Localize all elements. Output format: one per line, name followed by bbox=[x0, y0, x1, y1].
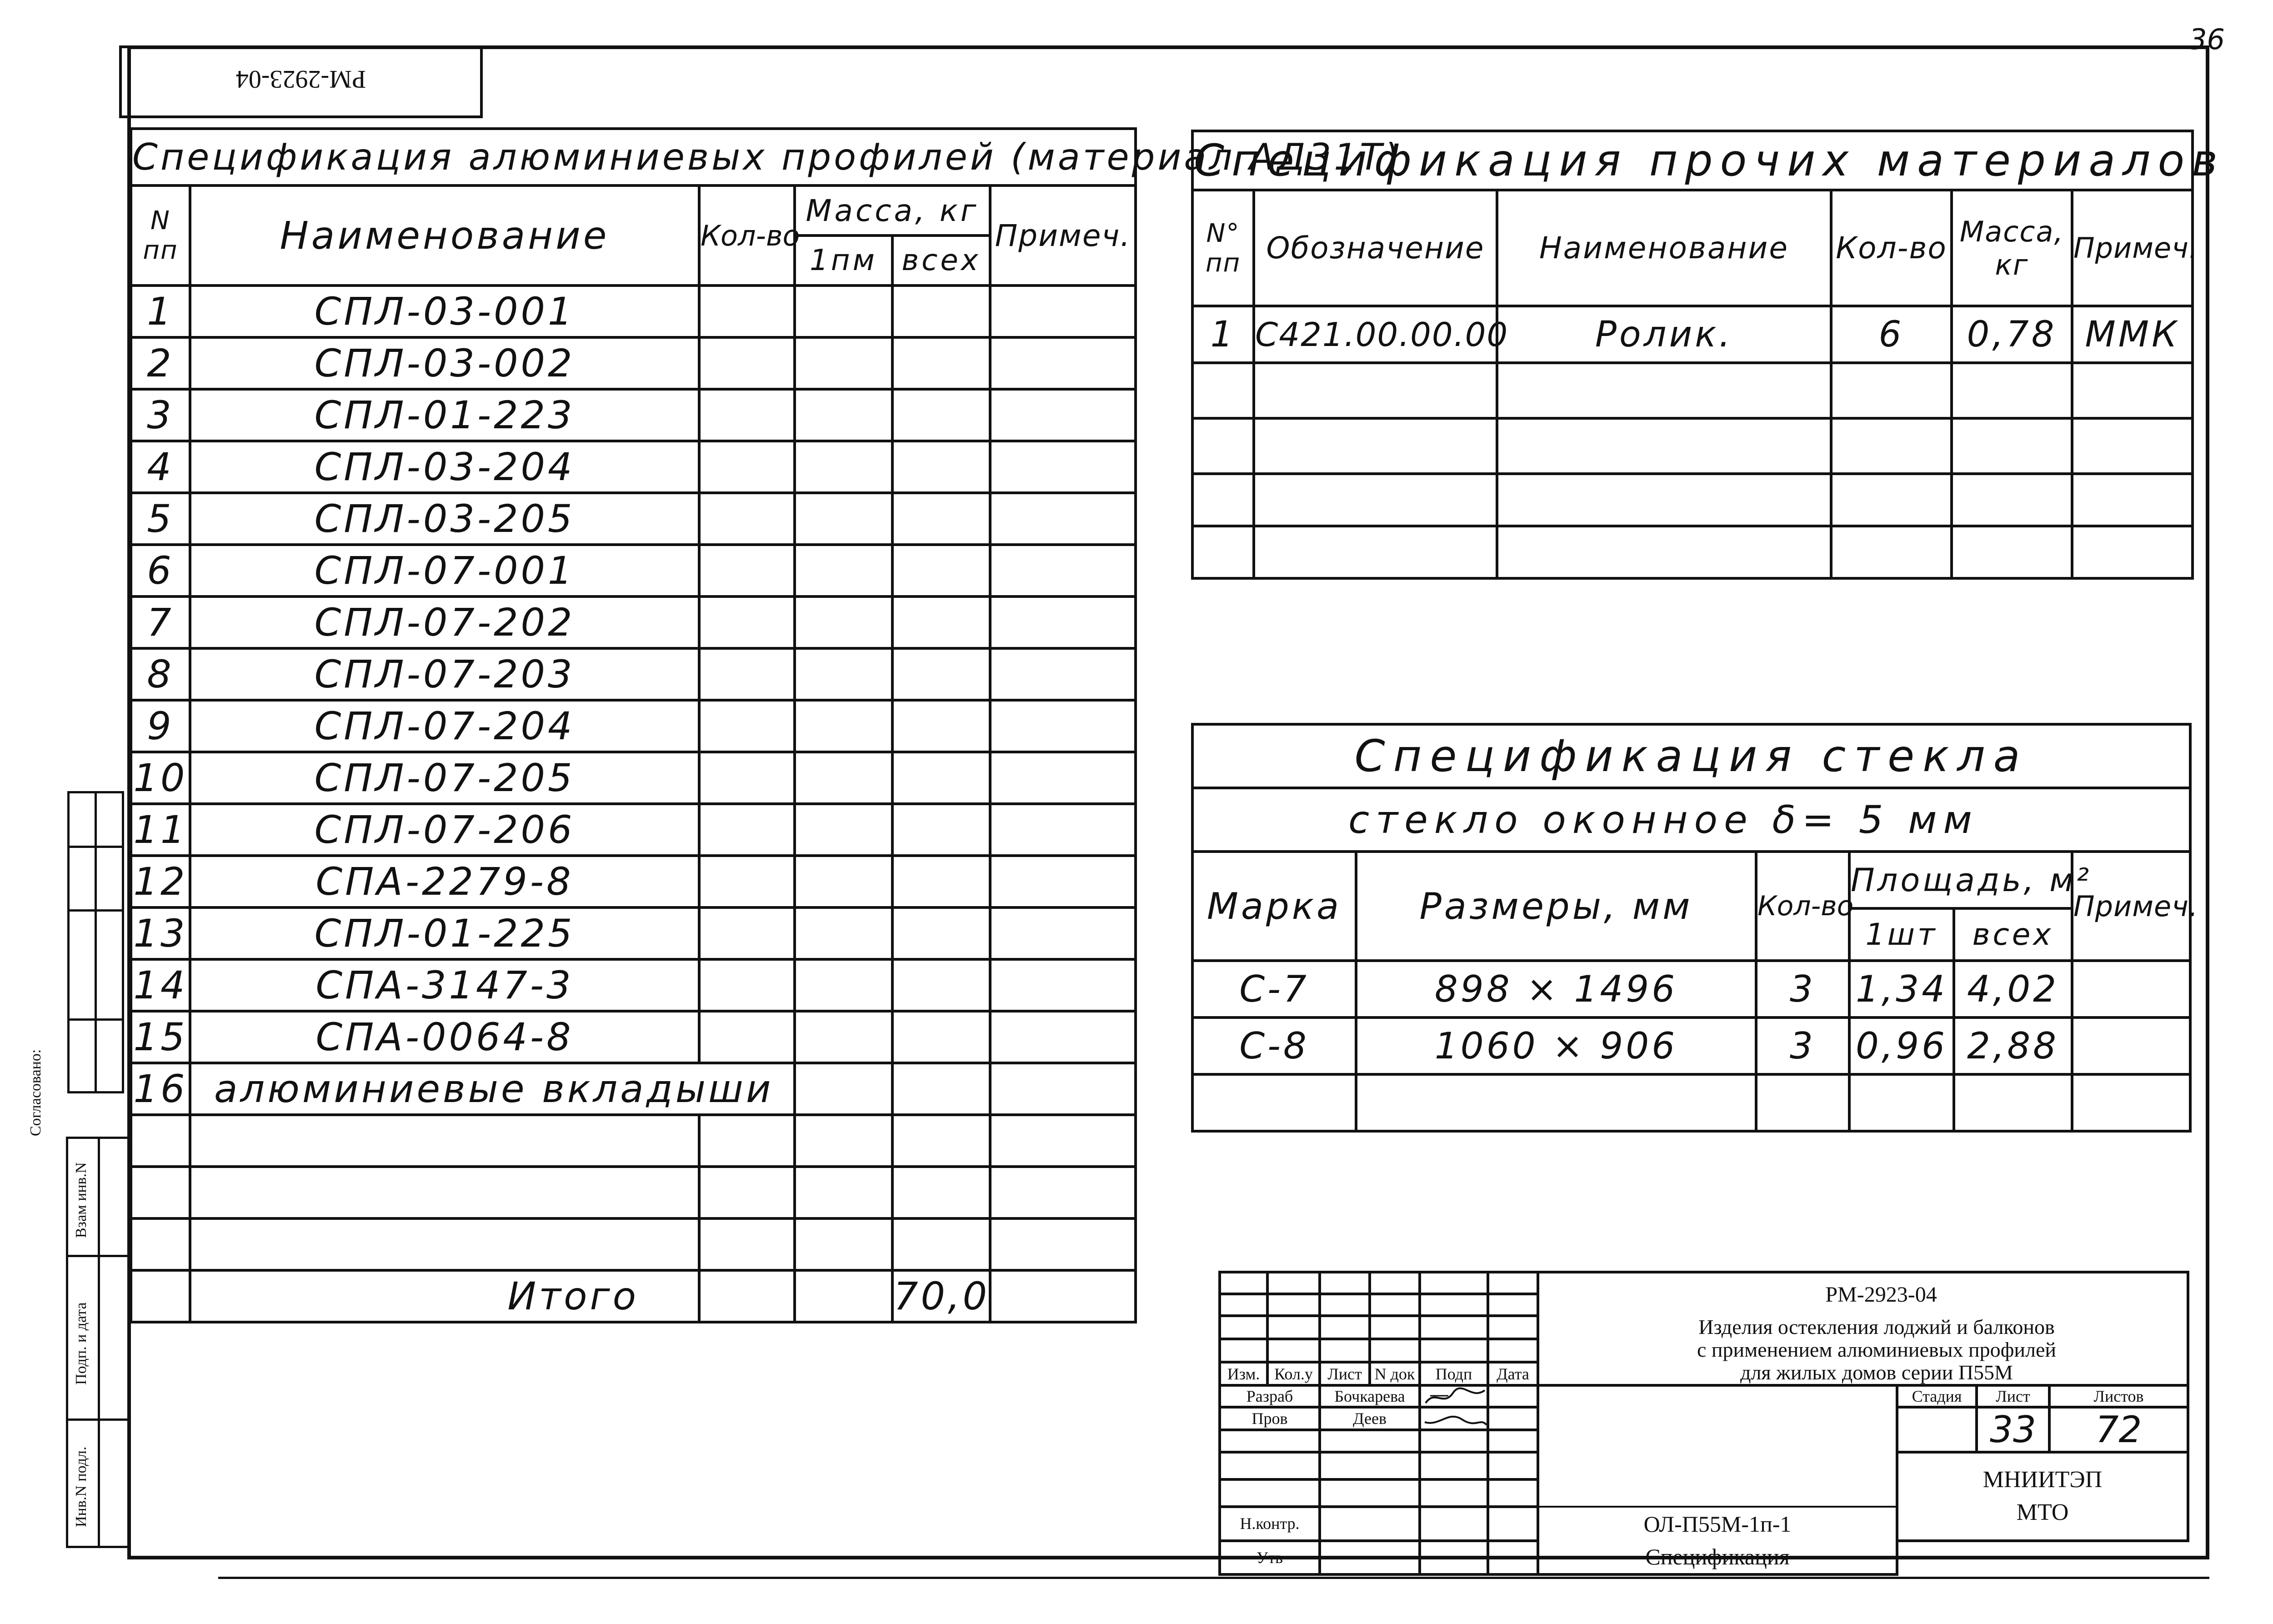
row-qty bbox=[699, 545, 795, 596]
row-mass-1 bbox=[795, 441, 892, 493]
row-name: СПЛ-07-205 bbox=[190, 752, 699, 804]
row-name: СПЛ-07-202 bbox=[190, 596, 699, 648]
row-qty bbox=[699, 700, 795, 752]
title-block bbox=[1218, 1271, 2189, 1576]
row-name: алюминиевые вкладыши bbox=[190, 1063, 795, 1115]
tb-sheets-label: Листов bbox=[2049, 1385, 2188, 1407]
tb-prov-name: Деев bbox=[1320, 1407, 1420, 1430]
row-mass-all bbox=[892, 907, 990, 959]
tb-desc-line-3: для жилых домов серии П55М bbox=[1740, 1361, 2013, 1384]
row-qty bbox=[699, 596, 795, 648]
row-note bbox=[990, 286, 1136, 337]
row-num: 9 bbox=[131, 700, 190, 752]
row-qty bbox=[699, 286, 795, 337]
table-row bbox=[131, 907, 1136, 959]
inv-podl-label: Инв.N подл. bbox=[73, 1446, 90, 1527]
total-label: Итого bbox=[190, 1270, 699, 1322]
row-mass-1 bbox=[795, 286, 892, 337]
row-mass-1 bbox=[795, 856, 892, 907]
tb-sheets-value: 72 bbox=[2049, 1407, 2188, 1452]
tb-org-line-2: МТО bbox=[2016, 1499, 2069, 1526]
podp-data-label: Подп. и дата bbox=[73, 1302, 90, 1385]
col-mark: Марка bbox=[1192, 852, 1356, 961]
tb-list: Лист bbox=[1320, 1362, 1370, 1385]
table-row bbox=[1192, 1074, 2190, 1131]
row-mass-all bbox=[892, 804, 990, 856]
side-stamp-bottom bbox=[66, 1137, 130, 1548]
other-materials-table bbox=[1191, 130, 2225, 580]
row-area-1: 1,34 bbox=[1849, 961, 1954, 1018]
table-row bbox=[131, 389, 1136, 441]
row-qty: 6 bbox=[1831, 306, 1952, 363]
table-row bbox=[131, 648, 1136, 700]
row-area-all: 4,02 bbox=[1954, 961, 2072, 1018]
row-note bbox=[990, 1063, 1136, 1115]
row-num: 15 bbox=[131, 1011, 190, 1063]
row-note bbox=[990, 441, 1136, 493]
page-number: 36 bbox=[2189, 23, 2225, 56]
soglasovano-label: Согласовано: bbox=[27, 1048, 44, 1136]
row-sizes: 898 × 1496 bbox=[1356, 961, 1756, 1018]
row-num: 11 bbox=[131, 804, 190, 856]
row-mass-1 bbox=[795, 959, 892, 1011]
table-row bbox=[131, 856, 1136, 907]
col-name: Наименование bbox=[190, 185, 699, 286]
row-mass-1 bbox=[795, 648, 892, 700]
row-mass-1 bbox=[795, 337, 892, 389]
row-mass: 0,78 bbox=[1952, 306, 2072, 363]
row-area-1: 0,96 bbox=[1849, 1018, 1954, 1074]
table-row bbox=[131, 493, 1136, 545]
row-note bbox=[990, 959, 1136, 1011]
table-row bbox=[1192, 363, 2193, 418]
row-note bbox=[990, 648, 1136, 700]
row-qty bbox=[699, 1011, 795, 1063]
row-name: СПЛ-07-206 bbox=[190, 804, 699, 856]
row-num: 2 bbox=[131, 337, 190, 389]
row-mass-1 bbox=[795, 1063, 892, 1115]
row-mass-all bbox=[892, 700, 990, 752]
row-mass-1 bbox=[795, 700, 892, 752]
tb-data: Дата bbox=[1488, 1362, 1538, 1385]
vzam-inv-label: Взам инв.N bbox=[73, 1162, 90, 1238]
row-name: СПА-0064-8 bbox=[190, 1011, 699, 1063]
row-qty bbox=[699, 959, 795, 1011]
row-mass-1 bbox=[795, 493, 892, 545]
row-name: СПА-2279-8 bbox=[190, 856, 699, 907]
table-row bbox=[131, 1063, 1136, 1115]
table-row bbox=[131, 1011, 1136, 1063]
total-row bbox=[131, 1270, 1136, 1322]
row-num: 14 bbox=[131, 959, 190, 1011]
row-mass-1 bbox=[795, 389, 892, 441]
row-sizes: 1060 × 906 bbox=[1356, 1018, 1756, 1074]
row-mass-all bbox=[892, 648, 990, 700]
other-title: Спецификация прочих материалов bbox=[1192, 131, 2193, 190]
tb-kolu: Кол.у bbox=[1267, 1362, 1320, 1385]
tb-description bbox=[1538, 1316, 2188, 1385]
row-mass-all bbox=[892, 286, 990, 337]
table-row bbox=[131, 1167, 1136, 1218]
row-qty bbox=[699, 648, 795, 700]
tb-nkontr-label: Н.контр. bbox=[1220, 1507, 1320, 1541]
row-qty bbox=[699, 907, 795, 959]
row-name: СПЛ-03-002 bbox=[190, 337, 699, 389]
tb-code: РМ-2923-04 bbox=[1538, 1272, 2188, 1316]
row-qty bbox=[699, 752, 795, 804]
col-name: Наименование bbox=[1497, 190, 1831, 306]
tb-prov-signature bbox=[1420, 1407, 1488, 1430]
row-qty bbox=[699, 856, 795, 907]
row-num: 12 bbox=[131, 856, 190, 907]
table-row bbox=[1192, 961, 2190, 1018]
tb-utv-label: Утв bbox=[1220, 1541, 1320, 1575]
tb-sheet-label: Лист bbox=[1977, 1385, 2049, 1407]
row-num: 7 bbox=[131, 596, 190, 648]
col-qty: Кол-во bbox=[699, 185, 795, 286]
tb-organization bbox=[1897, 1452, 2188, 1541]
row-area-all: 2,88 bbox=[1954, 1018, 2072, 1074]
col-note: Примеч. bbox=[990, 185, 1136, 286]
row-name: СПЛ-07-204 bbox=[190, 700, 699, 752]
row-name: СПЛ-01-223 bbox=[190, 389, 699, 441]
col-num: N пп bbox=[131, 185, 190, 286]
row-mass-all bbox=[892, 545, 990, 596]
row-name: СПЛ-03-001 bbox=[190, 286, 699, 337]
col-area: Площадь, м² bbox=[1849, 852, 2072, 908]
row-mass-1 bbox=[795, 752, 892, 804]
table-row bbox=[131, 596, 1136, 648]
table-row bbox=[1192, 418, 2193, 474]
row-mass-all bbox=[892, 493, 990, 545]
row-num: 4 bbox=[131, 441, 190, 493]
glass-spec-table bbox=[1191, 723, 2198, 1133]
row-qty bbox=[699, 493, 795, 545]
tb-podp: Подп bbox=[1420, 1362, 1488, 1385]
row-mass-all bbox=[892, 856, 990, 907]
table-row bbox=[1192, 526, 2193, 578]
glass-subtitle: стекло оконное δ= 5 мм bbox=[1192, 788, 2190, 852]
row-num: 13 bbox=[131, 907, 190, 959]
tb-desc-line-1: Изделия остекления лоджий и балконов bbox=[1698, 1315, 2055, 1338]
row-mark: С-7 bbox=[1192, 961, 1356, 1018]
col-qty: Кол-во bbox=[1831, 190, 1952, 306]
row-num: 6 bbox=[131, 545, 190, 596]
row-qty bbox=[699, 389, 795, 441]
row-num: 10 bbox=[131, 752, 190, 804]
table-row bbox=[131, 337, 1136, 389]
row-note bbox=[2072, 961, 2190, 1018]
stamp-code: РМ-2923-04 bbox=[235, 65, 366, 93]
row-note bbox=[990, 493, 1136, 545]
side-stamp-top bbox=[27, 791, 124, 1136]
row-note bbox=[990, 545, 1136, 596]
row-name: СПА-3147-3 bbox=[190, 959, 699, 1011]
tb-razrab-name: Бочкарева bbox=[1320, 1385, 1420, 1407]
row-num: 1 bbox=[131, 286, 190, 337]
row-designation: С421.00.00.00 bbox=[1254, 306, 1497, 363]
tb-razrab-signature bbox=[1420, 1385, 1488, 1407]
row-mass-1 bbox=[795, 596, 892, 648]
row-note bbox=[990, 856, 1136, 907]
col-note: Примеч. bbox=[2072, 190, 2193, 306]
col-area-1: 1шт bbox=[1849, 908, 1954, 961]
row-mass-all bbox=[892, 959, 990, 1011]
col-qty: Кол-во bbox=[1756, 852, 1849, 961]
row-name: Ролик. bbox=[1497, 306, 1831, 363]
signature-icon bbox=[1421, 1408, 1489, 1430]
table-row bbox=[131, 286, 1136, 337]
row-note bbox=[990, 596, 1136, 648]
table-row bbox=[131, 545, 1136, 596]
table-row bbox=[131, 804, 1136, 856]
row-num: 16 bbox=[131, 1063, 190, 1115]
col-note: Примеч. bbox=[2072, 852, 2190, 961]
row-mass-all bbox=[892, 596, 990, 648]
row-mass-all bbox=[892, 337, 990, 389]
table-row bbox=[131, 752, 1136, 804]
row-note bbox=[990, 907, 1136, 959]
tb-izm: Изм. bbox=[1220, 1362, 1267, 1385]
col-mass-1: 1пм bbox=[795, 236, 892, 286]
row-qty bbox=[699, 337, 795, 389]
col-sizes: Размеры, мм bbox=[1356, 852, 1756, 961]
table-row bbox=[1192, 474, 2193, 526]
total-value: 70,0 bbox=[892, 1270, 990, 1322]
table-row bbox=[131, 1115, 1136, 1167]
table-row bbox=[1192, 306, 2193, 363]
row-note bbox=[990, 804, 1136, 856]
signature-icon bbox=[1421, 1387, 1489, 1408]
row-mass-all bbox=[892, 1063, 990, 1115]
tb-org-line-1: МНИИТЭП bbox=[1983, 1467, 2103, 1493]
table-row bbox=[131, 441, 1136, 493]
row-num: 5 bbox=[131, 493, 190, 545]
row-note bbox=[990, 1011, 1136, 1063]
table-row bbox=[131, 700, 1136, 752]
tb-doc bbox=[1538, 1507, 1897, 1574]
row-note bbox=[990, 337, 1136, 389]
row-name: СПЛ-07-203 bbox=[190, 648, 699, 700]
row-mass-1 bbox=[795, 804, 892, 856]
bottom-rule bbox=[218, 1577, 2209, 1579]
row-name: СПЛ-01-225 bbox=[190, 907, 699, 959]
row-num: 1 bbox=[1192, 306, 1254, 363]
col-mass-all: всех bbox=[892, 236, 990, 286]
row-qty bbox=[699, 441, 795, 493]
row-mass-1 bbox=[795, 1011, 892, 1063]
col-area-all: всех bbox=[1954, 908, 2072, 961]
row-note: ММК bbox=[2072, 306, 2193, 363]
tb-prov-label: Пров bbox=[1220, 1407, 1320, 1430]
tb-doc-code: ОЛ-П55М-1п-1 bbox=[1643, 1511, 1792, 1537]
row-qty bbox=[699, 804, 795, 856]
col-num: N° пп bbox=[1192, 190, 1254, 306]
stamp-box bbox=[119, 45, 483, 118]
table-row bbox=[131, 1218, 1136, 1270]
row-note bbox=[2072, 1018, 2190, 1074]
glass-title: Спецификация стекла bbox=[1192, 724, 2190, 788]
tb-doc-name: Спецификация bbox=[1645, 1544, 1790, 1569]
row-mass-all bbox=[892, 441, 990, 493]
row-num: 3 bbox=[131, 389, 190, 441]
tb-stage-label: Стадия bbox=[1897, 1385, 1977, 1407]
row-name: СПЛ-03-204 bbox=[190, 441, 699, 493]
tb-razrab-label: Разраб bbox=[1220, 1385, 1320, 1407]
row-mass-1 bbox=[795, 907, 892, 959]
row-mass-all bbox=[892, 1011, 990, 1063]
col-mass: Масса, кг bbox=[795, 185, 990, 236]
tb-desc-line-2: с применением алюминиевых профилей bbox=[1697, 1338, 2057, 1361]
tb-ndok: N док bbox=[1370, 1362, 1420, 1385]
row-mark: С-8 bbox=[1192, 1018, 1356, 1074]
row-mass-1 bbox=[795, 545, 892, 596]
row-note bbox=[990, 752, 1136, 804]
row-note bbox=[990, 389, 1136, 441]
tb-sheet-value: 33 bbox=[1977, 1407, 2049, 1452]
table-row bbox=[1192, 1018, 2190, 1074]
col-designation: Обозначение bbox=[1254, 190, 1497, 306]
col-mass: Масса, кг bbox=[1952, 190, 2072, 306]
row-mass-all bbox=[892, 752, 990, 804]
row-qty: 3 bbox=[1756, 961, 1849, 1018]
row-num: 8 bbox=[131, 648, 190, 700]
row-mass-all bbox=[892, 389, 990, 441]
row-name: СПЛ-07-001 bbox=[190, 545, 699, 596]
table-row bbox=[131, 959, 1136, 1011]
row-qty: 3 bbox=[1756, 1018, 1849, 1074]
aluminium-title: Спецификация алюминиевых профилей (материал АД31Т) bbox=[131, 129, 1136, 185]
row-name: СПЛ-03-205 bbox=[190, 493, 699, 545]
row-note bbox=[990, 700, 1136, 752]
